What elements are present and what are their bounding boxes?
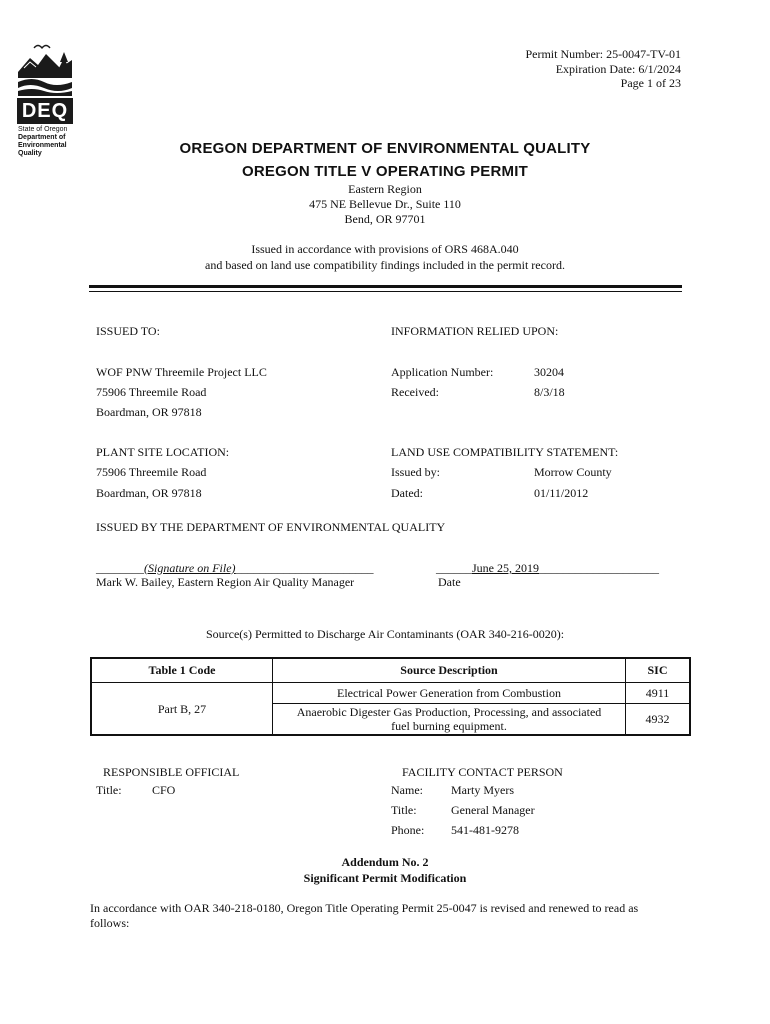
facility-contact-heading: FACILITY CONTACT PERSON — [402, 765, 563, 779]
land-use-heading: LAND USE COMPATIBILITY STATEMENT: — [391, 445, 619, 459]
date-underline: ______ — [436, 561, 472, 575]
issued-note-line2: and based on land use compatibility findings included in the permit record. — [205, 258, 565, 272]
table-row — [91, 683, 690, 704]
divider-thin — [89, 291, 682, 292]
application-number-value: 30204 — [534, 365, 564, 379]
contact-title-label: Title: — [391, 803, 417, 817]
column-header-description: Source Description — [273, 658, 626, 683]
contact-phone-value: 541-481-9278 — [451, 823, 519, 837]
body-text-line1: In accordance with OAR 340-218-0180, Oregon Title Operating Permit 25-0047 is revised and renewed to read as — [90, 901, 639, 915]
permit-number: Permit Number: 25-0047-TV-01 — [525, 47, 681, 61]
permittee-name: WOF PNW Threemile Project LLC — [96, 365, 267, 379]
issued-to-heading: ISSUED TO: — [96, 324, 160, 338]
deq-logo — [16, 38, 74, 130]
plant-site-address-line1: 75906 Threemile Road — [96, 465, 207, 479]
issued-by-department: ISSUED BY THE DEPARTMENT OF ENVIRONMENTAL QUALITY — [96, 520, 446, 534]
date-label: Date — [438, 575, 461, 589]
source-code: Part B, 27 — [91, 683, 273, 736]
issued-by-value: Morrow County — [534, 465, 612, 479]
date-underline: ____________________ — [539, 561, 659, 575]
signature-underline: _______________________ — [235, 561, 374, 575]
source-sic: 4911 — [626, 683, 691, 704]
issued-by-label: Issued by: — [391, 465, 440, 479]
page-indicator: Page 1 of 23 — [620, 76, 681, 90]
received-value: 8/3/18 — [534, 385, 565, 399]
logo-caption-line: State of Oregon — [18, 126, 68, 133]
source-description-line: fuel burning equipment. — [391, 719, 507, 733]
contact-name-value: Marty Myers — [451, 783, 514, 797]
divider-thick — [89, 285, 682, 288]
permittee-address-line1: 75906 Threemile Road — [96, 385, 207, 399]
addendum-description: Significant Permit Modification — [303, 871, 467, 885]
region-address-line1: 475 NE Bellevue Dr., Suite 110 — [309, 197, 461, 211]
logo-caption-line: Quality — [18, 150, 42, 157]
column-header-sic: SIC — [626, 658, 691, 683]
signature-on-file: (Signature on File) — [144, 561, 236, 575]
signature-line — [96, 561, 374, 576]
contact-name-label: Name: — [391, 783, 423, 797]
received-label: Received: — [391, 385, 439, 399]
contact-phone-label: Phone: — [391, 823, 425, 837]
responsible-title-label: Title: — [96, 783, 122, 797]
region-address-line2: Bend, OR 97701 — [344, 212, 426, 226]
dated-label: Dated: — [391, 486, 423, 500]
expiration-date: Expiration Date: 6/1/2024 — [555, 61, 681, 76]
source-description — [273, 704, 626, 736]
agency-title: OREGON DEPARTMENT OF ENVIRONMENTAL QUALITY — [179, 140, 591, 157]
contact-title-value: General Manager — [451, 803, 535, 817]
plant-site-heading: PLANT SITE LOCATION: — [96, 445, 230, 459]
issued-note-line1: Issued in accordance with provisions of ORS 468A.040 — [251, 242, 519, 256]
signature-date: June 25, 2019 — [472, 561, 539, 575]
signer-name: Mark W. Bailey, Eastern Region Air Quality Manager — [96, 575, 355, 589]
deq-logo-mark: DEQ — [21, 100, 69, 122]
info-relied-heading: INFORMATION RELIED UPON: — [391, 324, 559, 338]
permit-title: OREGON TITLE V OPERATING PERMIT — [242, 163, 528, 180]
dated-value: 01/11/2012 — [534, 486, 589, 500]
table-header-row — [91, 658, 690, 683]
permit-header — [525, 47, 681, 91]
sources-table — [90, 657, 691, 736]
logo-caption-line: Department of — [18, 134, 66, 141]
body-text-line2: follows: — [90, 916, 130, 930]
source-description-line: Anaerobic Digester Gas Production, Processing, and associated — [296, 705, 602, 719]
logo-caption-line: Environmental — [18, 142, 67, 149]
source-sic: 4932 — [626, 704, 691, 736]
responsible-title-value: CFO — [152, 783, 176, 797]
application-number-label: Application Number: — [391, 365, 494, 379]
signature-date-line — [436, 561, 659, 576]
responsible-official-heading: RESPONSIBLE OFFICIAL — [103, 765, 240, 779]
signature-underline: ________ — [96, 561, 144, 575]
addendum-number: Addendum No. 2 — [341, 855, 429, 869]
region-name: Eastern Region — [348, 182, 422, 196]
source-description: Electrical Power Generation from Combustion — [273, 683, 626, 704]
column-header-code: Table 1 Code — [91, 658, 273, 683]
sources-caption: Source(s) Permitted to Discharge Air Contaminants (OAR 340-216-0020): — [205, 627, 565, 641]
plant-site-address-line2: Boardman, OR 97818 — [96, 486, 202, 500]
permittee-address-line2: Boardman, OR 97818 — [96, 405, 202, 419]
